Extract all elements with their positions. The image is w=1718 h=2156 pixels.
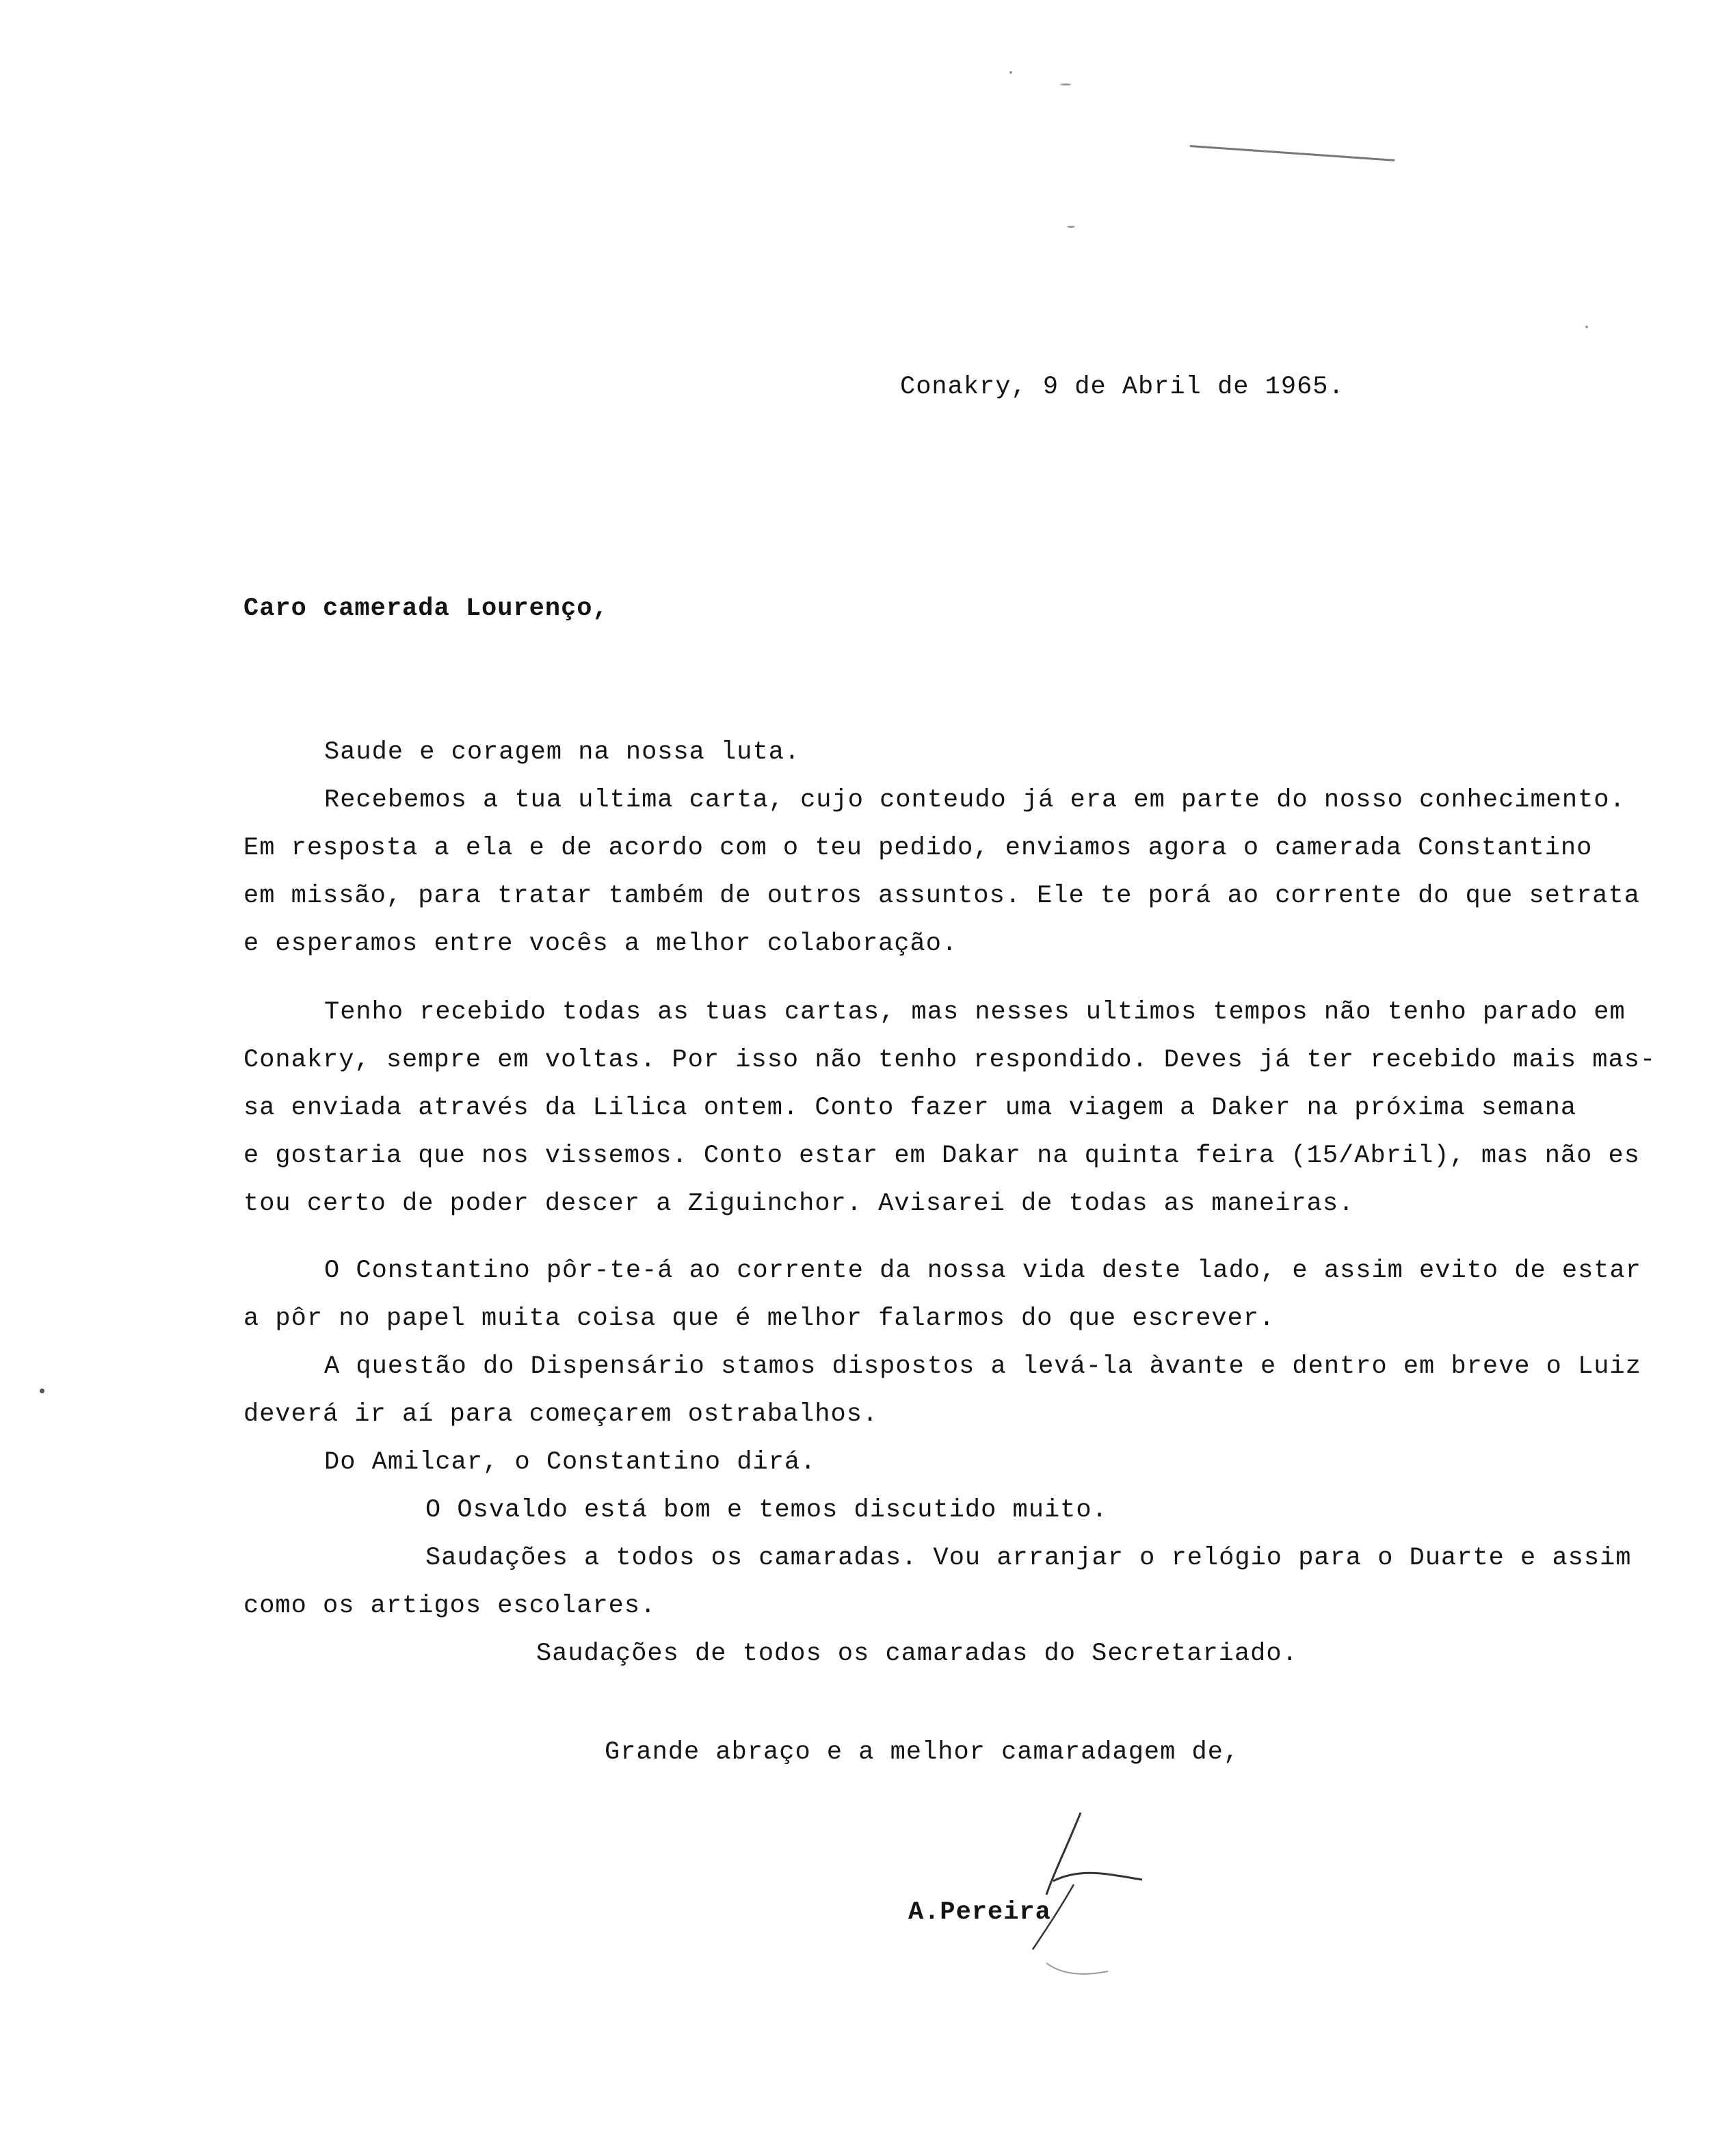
scan-speck bbox=[1060, 83, 1071, 86]
letter-line: Saude e coragem na nossa luta. bbox=[324, 738, 801, 767]
scan-speck bbox=[1585, 326, 1588, 328]
letter-line: a pôr no papel muita coisa que é melhor falarmos do que escrever. bbox=[243, 1304, 1276, 1333]
letter-line: Saudações de todos os camaradas do Secretariado. bbox=[536, 1640, 1298, 1668]
place-date: Conakry, 9 de Abril de 1965. bbox=[900, 373, 1345, 402]
letter-line: em missão, para tratar também de outros assuntos. Ele te porá ao corrente do que setrata bbox=[243, 882, 1640, 910]
letter-line: como os artigos escolares. bbox=[243, 1592, 657, 1620]
letter-line: O Osvaldo está bom e temos discutido muito. bbox=[425, 1496, 1108, 1525]
letter-line: e gostaria que nos vissemos. Conto estar em Dakar na quinta feira (15/Abril), mas não es bbox=[243, 1142, 1640, 1170]
scan-speck bbox=[1009, 71, 1012, 74]
scan-stroke bbox=[1190, 145, 1395, 161]
closing-line: Grande abraço e a melhor camaradagem de, bbox=[605, 1738, 1240, 1767]
scan-speck bbox=[40, 1389, 44, 1393]
letter-line: Recebemos a tua ultima carta, cujo conteudo já era em parte do nosso conhecimento. bbox=[324, 786, 1626, 815]
letter-line: Conakry, sempre em voltas. Por isso não tenho respondido. Deves já ter recebido mais mas- bbox=[243, 1046, 1656, 1075]
letter-line: Do Amilcar, o Constantino dirá. bbox=[324, 1448, 817, 1477]
letter-line: Em resposta a ela e de acordo com o teu pedido, enviamos agora o camerada Constantino bbox=[243, 834, 1593, 863]
letter-line: e esperamos entre vocês a melhor colaboração. bbox=[243, 930, 958, 958]
scan-speck bbox=[1067, 226, 1075, 228]
handwritten-signature bbox=[1005, 1792, 1183, 1997]
letter-line: deverá ir aí para começarem ostrabalhos. bbox=[243, 1400, 879, 1429]
letter-line: Tenho recebido todas as tuas cartas, mas nesses ultimos tempos não tenho parado em bbox=[324, 998, 1626, 1027]
letter-line: tou certo de poder descer a Ziguinchor. Avisarei de todas as maneiras. bbox=[243, 1189, 1355, 1218]
letter-line: sa enviada através da Lilica ontem. Conto fazer uma viagem a Daker na próxima semana bbox=[243, 1094, 1577, 1122]
letter-line: Saudações a todos os camaradas. Vou arranjar o relógio para o Duarte e assim bbox=[425, 1544, 1632, 1573]
salutation: Caro camerada Lourenço, bbox=[243, 594, 609, 623]
letter-line: O Constantino pôr-te-á ao corrente da nossa vida deste lado, e assim evito de estar bbox=[324, 1257, 1641, 1285]
letter-line: A questão do Dispensário stamos dispostos a levá-la àvante e dentro em breve o Luiz bbox=[324, 1352, 1641, 1381]
signatory-name: A.Pereira bbox=[908, 1898, 1051, 1927]
